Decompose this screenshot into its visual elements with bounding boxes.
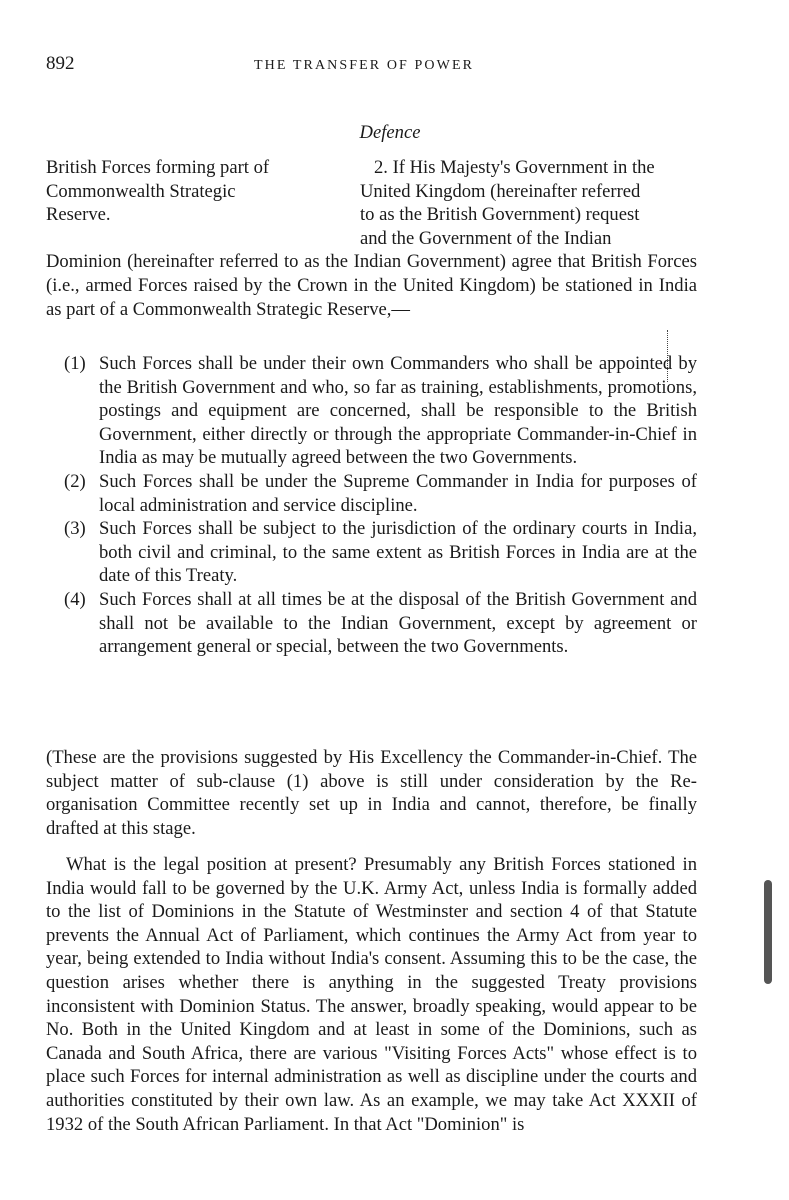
- page-number: 892: [46, 53, 75, 74]
- subclause-item: [46, 470, 697, 517]
- clause-2-paragraph: [46, 156, 697, 321]
- subclause-item: [46, 352, 697, 470]
- clause-2-line: to as the British Government) request: [360, 204, 640, 226]
- subclause-number: (4): [64, 588, 86, 610]
- clause-2-line: United Kingdom (hereinafter referred: [360, 180, 641, 202]
- scrollbar-thumb[interactable]: [764, 880, 772, 984]
- clause-2-line: and the Government of the Indian: [360, 227, 612, 249]
- section-title: Defence: [359, 122, 421, 143]
- sidenote-line: Commonwealth Strategic: [46, 180, 236, 202]
- subclause-item: [46, 517, 697, 588]
- subclause-text: Such Forces shall be under their own Commanders who shall be appointed by the British Government and who, so far as training, establishments, promotions, postings and equipment are concerned, shall be responsible to the British Government, either directly or through the appropriate Commander-in-Chief in India as may be mutually agreed between the two Governments.: [99, 353, 697, 469]
- note-paragraph: (These are the provisions suggested by His Excellency the Commander-in-Chief. The subject matter of sub-clause (1) above is still under consideration by the Re-organisation Committee recently set up in India and cannot, therefore, be finally drafted at this stage.: [46, 747, 697, 839]
- subclause-item: [46, 588, 697, 659]
- subclause-number: (3): [64, 518, 86, 540]
- clause-2-indented-block: [46, 156, 697, 250]
- clause-2-line: 2. If His Majesty's Government in the: [374, 157, 655, 178]
- running-title: THE TRANSFER OF POWER: [254, 58, 475, 73]
- subclause-text: Such Forces shall be subject to the jurisdiction of the ordinary courts in India, both civil and criminal, to the same extent as British Forces in India are at the date of this Treaty.: [99, 518, 697, 587]
- subclause-number: (1): [64, 353, 86, 374]
- page-header: [46, 52, 696, 78]
- subclause-number: (2): [64, 470, 86, 492]
- clause-2-continuation: Dominion (hereinafter referred to as the Indian Government) agree that British Forces (i.e., armed Forces raised by the Crown in the United Kingdom) be stationed in India as part of a Commonwealth Strategic Reserve,—: [46, 251, 697, 320]
- sidenote-line: British Forces forming part of: [46, 157, 270, 178]
- legal-position-paragraph: What is the legal position at present? Presumably any British Forces stationed in India would fall to be governed by the U.K. Army Act, unless India is formally added to the list of Dominions in the Statute of Westminster and section 4 of that Statute prevents the Annual Act of Parliament, which continues the Army Act from year to year, being extended to India without India's consent. Assuming this to be the case, the question arises whether there is anything in the suggested Treaty provisions inconsistent with Dominion Status. The answer, broadly speaking, would appear to be No. Both in the United Kingdom and at least in some of the Dominions, such as Canada and South Africa, there are various "Visiting Forces Acts" whose effect is to place such Forces for internal administration as well as discipline under the courts and authorities constituted by their own law. As an example, we may take Act XXXII of 1932 of the South African Parliament. In that Act "Dominion" is: [46, 854, 697, 1135]
- subclause-text: Such Forces shall be under the Supreme Commander in India for purposes of local administration and service discipline.: [99, 470, 697, 516]
- subclause-text: Such Forces shall at all times be at the disposal of the British Government and shall not be available to the Indian Government, except by agreement or arrangement general or special, between the two Governments.: [99, 588, 697, 658]
- sidenote-line: Reserve.: [46, 204, 111, 226]
- subclause-list: [46, 352, 697, 659]
